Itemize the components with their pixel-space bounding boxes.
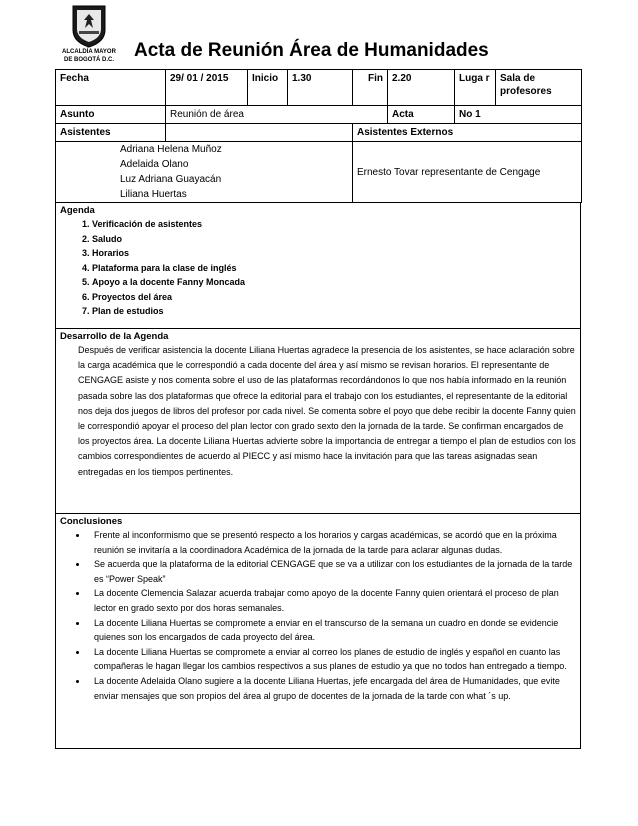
agenda-item: 5. Apoyo a la docente Fanny Moncada [92,275,576,290]
agenda-item: 7. Plan de estudios [92,304,576,319]
fin-label: Fin [353,70,388,106]
asunto-value: Reunión de área [166,106,388,124]
agenda-item: 3. Horarios [92,246,576,261]
desarrollo-title: Desarrollo de la Agenda [60,331,169,342]
logo-line-2: DE BOGOTÁ D.C. [63,57,114,63]
externos-label: Asistentes Externos [353,124,582,142]
conclusion-item: • La docente Clemencia Salazar acuerda trabajar como apoyo de la docente Fanny quien orientará el proceso de plan lector en grado sexto por dos horas semanales. [88,586,576,615]
agenda-item: 2. Saludo [92,232,576,247]
coat-of-arms-icon [69,4,109,48]
attendee-name: Adelaida Olano [120,159,189,170]
asistentes-label: Asistentes [56,124,166,142]
conclusion-item: • Frente al inconformismo que se presentó respecto a los horarios y cargas académicas, se acordó que en la próxima reunión se invitaría a la coordinadora Académica de la jornada de la tarde para aclarar algunas dudas. [88,528,576,557]
fin-value: 2.20 [388,70,455,106]
lugar-label: Luga r [455,70,496,106]
acta-label: Acta [388,106,455,124]
desarrollo-text: Después de verificar asistencia la docente Liliana Huertas agradece la presencia de los asistentes, se hace aclaración sobre la carga académica que le correspondió a cada docente del área y así mismo se revisan horarios. El representante de CENGAGE asiste y nos comenta sobre el uso de las plataformas recordándonos lo que nos había informado en la reunión pasada sobre las dos plataformas que ofrece la editorial para el trabajo con los estudiantes, el representante de la editorial nos deja dos juegos de libros del profesor por cada nivel. Se comenta sobre el poyo que debe recibir la docente Fanny quien le correspondió apoyar el proceso del plan lector con grado sexto den la jornada de la tarde. Se confirman encargados de los proyectos área. La docente Liliana Huertas advierte sobre la importancia de entregar a tiempo el plan de estudios con los cambios correspondientes de acuerdo al PIECC y así mismo hace la invitación para que las tareas asignadas sean entregadas en los tiempos pertinentes. [78,345,576,477]
agenda-item: 1. Verificación de asistentes [92,217,576,232]
acta-value: No 1 [455,106,582,124]
desarrollo-section [55,329,581,514]
conclusiones-section [55,514,581,749]
logo-line-1: ALCALDÍA MAYOR [62,49,116,55]
conclusiones-title: Conclusiones [60,516,123,527]
page-title: Acta de Reunión Área de Humanidades [134,40,489,61]
attendee-name: Liliana Huertas [120,189,187,200]
agenda-list [60,217,576,319]
asunto-label: Asunto [56,106,166,124]
conclusion-item: • La docente Liliana Huertas se compromete a enviar al correo los planes de estudio de inglés y español en cuanto las compañeras le hagan llegar los cambios respectivos a sus planes de estudio ya que no todos han entregado a tiempo. [88,645,576,674]
fecha-value: 29/ 01 / 2015 [166,70,248,106]
conclusion-item: • La docente Adelaida Olano sugiere a la docente Liliana Huertas, jefe encargada del área de Humanidades, que evite enviar mensajes que son propios del área al grupo de docentes de la jornada de la tarde con what ´s up. [88,674,576,703]
meeting-info-table [55,69,582,203]
conclusion-item: • Se acuerda que la plataforma de la editorial CENGAGE que se va a utilizar con los estudiantes de la jornada de la tarde es “Power Speak” [88,557,576,586]
agenda-item: 6. Proyectos del área [92,290,576,305]
agenda-title: Agenda [60,205,95,216]
externos-value: Ernesto Tovar representante de Cengage [353,142,582,203]
asistentes-header-blank [166,124,353,142]
agenda-item: 4. Plataforma para la clase de inglés [92,261,576,276]
fecha-label: Fecha [56,70,166,106]
attendee-name: Luz Adriana Guayacán [120,174,222,185]
asistentes-list [56,142,353,203]
bogota-logo [56,4,122,68]
lugar-value: Sala de profesores [496,70,582,106]
agenda-section [55,203,581,329]
conclusiones-list [60,528,576,703]
inicio-label: Inicio [248,70,288,106]
inicio-value: 1.30 [288,70,353,106]
conclusion-item: • La docente Liliana Huertas se compromete a enviar en el transcurso de la semana un cuadro en donde se evidencie quienes son los encargados de cada proyecto del área. [88,616,576,645]
minutes-document [55,69,581,749]
attendee-name: Adriana Helena Muñoz [120,144,222,155]
